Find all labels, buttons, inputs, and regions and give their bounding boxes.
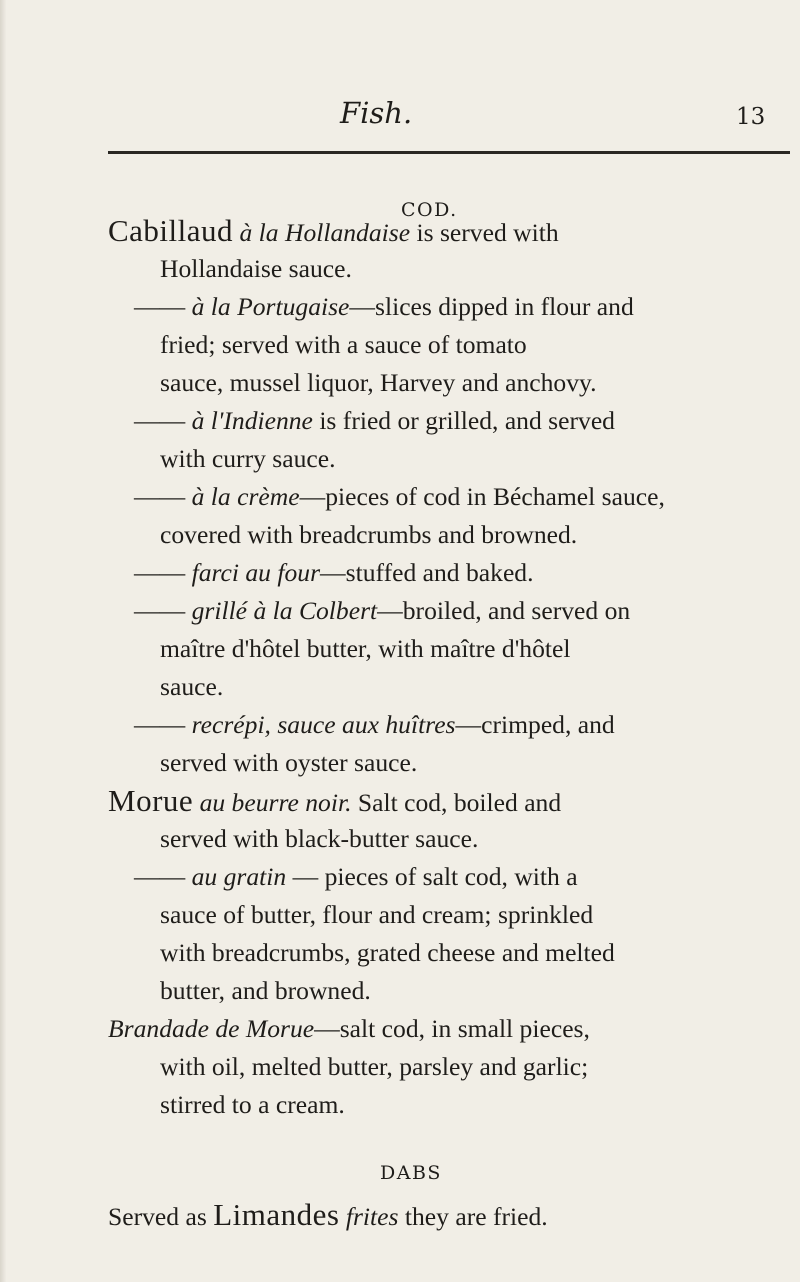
text-line: maître d'hôtel butter, with maître d'hôtel [160, 634, 571, 663]
text-line: —— recrépi, sauce aux huîtres—crimped, and [134, 710, 615, 739]
text-line: with breadcrumbs, grated cheese and melted [160, 938, 615, 967]
ditto-dash: —— [134, 482, 186, 511]
text-line: stirred to a cream. [160, 1090, 345, 1119]
text-line: —— au gratin — pieces of salt cod, with a [134, 862, 578, 891]
header-rule [108, 151, 790, 154]
text-line: sauce of butter, flour and cream; sprinkled [160, 900, 594, 929]
text-line: —— à la crème—pieces of cod in Béchamel sauce, [134, 482, 665, 511]
text-line: Brandade de Morue—salt cod, in small pieces, [108, 1014, 590, 1043]
dish-name: Cabillaud [108, 213, 234, 248]
section-heading-dabs: DABS [380, 1162, 442, 1184]
dish-name: Limandes [213, 1197, 340, 1232]
running-head-title: Fish. [340, 96, 413, 130]
text-line: fried; served with a sauce of tomato [160, 330, 527, 359]
ditto-dash: —— [134, 596, 186, 625]
ditto-dash: —— [134, 292, 186, 321]
text-line: butter, and browned. [160, 976, 371, 1005]
text-line: with oil, melted butter, parsley and garlic; [160, 1052, 589, 1081]
text-line: —— à la Portugaise—slices dipped in flour and [134, 292, 634, 321]
text-line: —— farci au four—stuffed and baked. [134, 558, 534, 587]
text-line: Served as Limandes frites they are fried. [108, 1197, 548, 1232]
dish-name: Morue [108, 783, 194, 818]
text-line: served with oyster sauce. [160, 748, 418, 777]
text-line: sauce, mussel liquor, Harvey and anchovy. [160, 368, 597, 397]
ditto-dash: —— [134, 862, 186, 891]
text-line: —— grillé à la Colbert—broiled, and served on [134, 596, 631, 625]
dish-style: à la Hollandaise [239, 218, 411, 247]
ditto-dash: —— [134, 710, 186, 739]
text-line: Morue au beurre noir. Salt cod, boiled and [108, 783, 562, 818]
dish-name: Brandade de Morue [108, 1014, 315, 1043]
section-heading-cod: COD. [401, 199, 458, 221]
text-line: covered with breadcrumbs and browned. [160, 520, 578, 549]
text-line: Cabillaud à la Hollandaise is served with [108, 213, 559, 248]
text-line: Hollandaise sauce. [160, 254, 352, 283]
text-line: served with black-butter sauce. [160, 824, 479, 853]
ditto-dash: —— [134, 558, 186, 587]
text-line: with curry sauce. [160, 444, 336, 473]
page-number: 13 [736, 104, 766, 130]
ditto-dash: —— [134, 406, 186, 435]
page-spine-shadow [0, 0, 6, 1282]
text-line: sauce. [160, 672, 224, 701]
text-line: —— à l'Indienne is fried or grilled, and served [134, 406, 615, 435]
